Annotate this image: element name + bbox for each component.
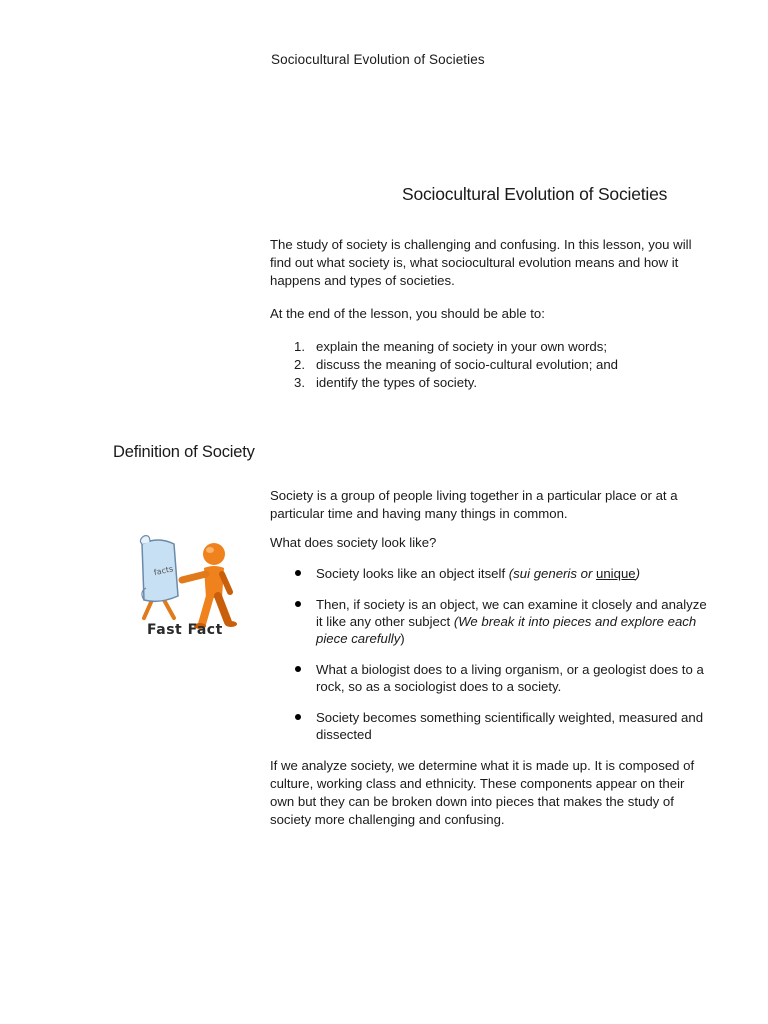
question-paragraph: What does society look like? xyxy=(270,535,437,550)
list-item-text: discuss the meaning of socio-cultural evolution; and xyxy=(316,357,619,372)
easel-leg-right xyxy=(164,600,174,618)
bullet-italic: (We break it into pieces and explore each piece carefully xyxy=(316,614,697,646)
fast-fact-label: Fast Fact xyxy=(147,622,223,638)
bullet-list xyxy=(292,565,712,757)
objectives-list xyxy=(294,338,714,392)
bullet-italic: (sui generis or xyxy=(508,566,597,581)
list-item xyxy=(292,709,712,743)
page-title: Sociocultural Evolution of Societies xyxy=(402,184,668,204)
list-number: 3. xyxy=(294,375,305,390)
figure-leg-right xyxy=(218,596,228,622)
bullet-italic-close: ) xyxy=(635,566,641,581)
list-item xyxy=(292,596,712,647)
bullet-text: Then, if society is an object, we can examine it closely and analyze it like any other subject xyxy=(316,597,707,629)
list-item-text: explain the meaning of society in your own words; xyxy=(316,339,608,354)
list-item xyxy=(292,565,712,582)
figure-foot-right xyxy=(225,621,237,627)
bullet-icon xyxy=(295,601,301,607)
list-number: 2. xyxy=(294,357,305,372)
easel-leg-left xyxy=(144,600,152,618)
list-item xyxy=(292,661,712,695)
list-item xyxy=(294,374,714,392)
section-heading: Definition of Society xyxy=(113,443,255,461)
bullet-text: Society looks like an object itself xyxy=(316,566,509,581)
bullet-close: ) xyxy=(400,631,405,646)
analysis-paragraph: If we analyze society, we determine what it is made up. It is composed of culture, working class and ethnicity. These components appear on their own but they can be broken down into pieces that makes the study of society more challenging and confusing. xyxy=(270,758,695,827)
intro-paragraph: The study of society is challenging and confusing. In this lesson, you will find out what society is, what sociocultural evolution means and how it happens and types of societies. xyxy=(270,237,692,288)
figure-arm-back xyxy=(222,574,230,592)
bullet-icon xyxy=(295,714,301,720)
bullet-icon xyxy=(295,666,301,672)
board-text: facts xyxy=(153,564,174,578)
figure-head-shine xyxy=(206,547,214,553)
figure-arm-pointing xyxy=(182,574,206,580)
list-item xyxy=(294,338,714,356)
bullet-text: Society becomes something scientifically weighted, measured and dissected xyxy=(316,710,704,742)
bullet-text: What a biologist does to a living organism, or a geologist does to a rock, so as a sociologist does to a society. xyxy=(316,662,704,694)
bullet-underlined: unique xyxy=(596,566,636,581)
definition-paragraph: Society is a group of people living together in a particular place or at a particular time and having many things in common. xyxy=(270,488,678,521)
objectives-lead: At the end of the lesson, you should be able to: xyxy=(270,306,545,321)
list-number: 1. xyxy=(294,339,305,354)
figure-head xyxy=(203,543,225,565)
bullet-icon xyxy=(295,570,301,576)
list-item-text: identify the types of society. xyxy=(316,375,478,390)
running-header: Sociocultural Evolution of Societies xyxy=(271,52,485,67)
figure-leg-left xyxy=(202,596,210,624)
list-item xyxy=(294,356,714,374)
